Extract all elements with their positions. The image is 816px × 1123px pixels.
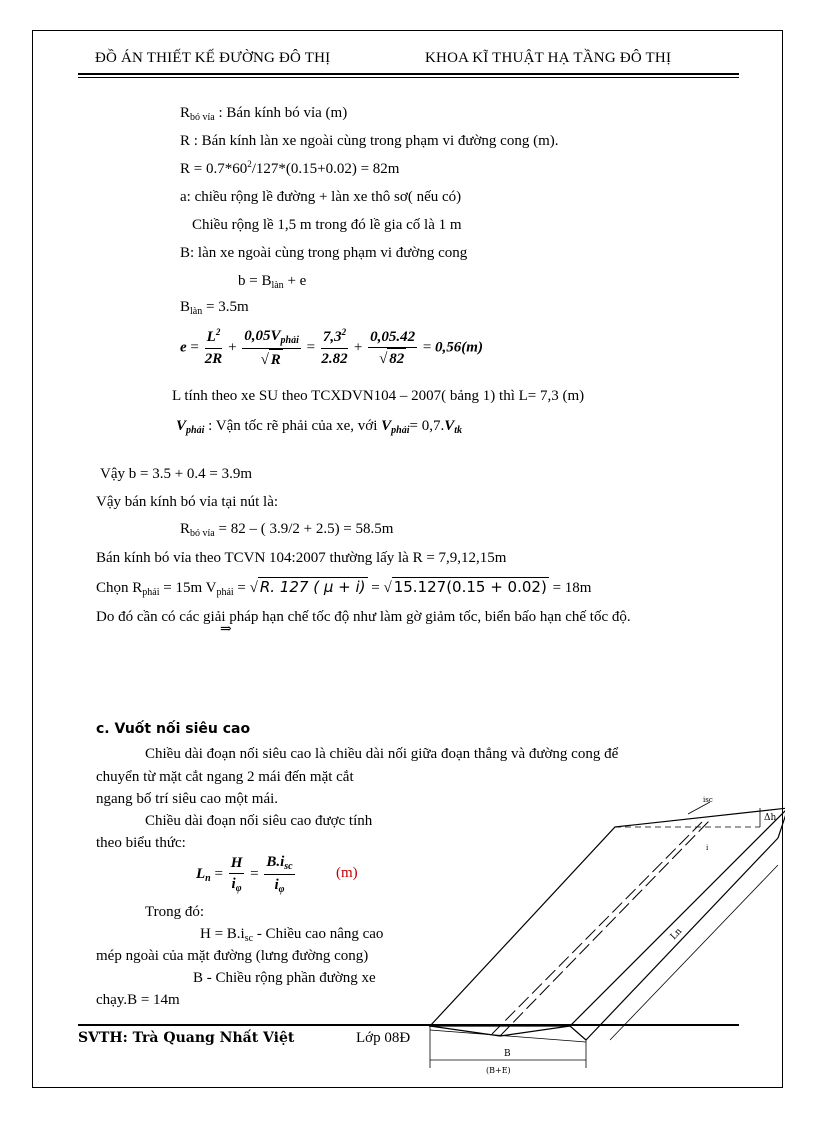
section-p1b: chuyển từ mặt cắt ngang 2 mái đến mặt cắt (96, 769, 354, 785)
label-b: B (504, 1049, 511, 1059)
dim-ln (610, 865, 778, 1040)
section-p2a: Chiều dài đoạn nối siêu cao được tính (145, 813, 373, 829)
line-blan-value: $B_{làn} = 3.5m$ (180, 299, 249, 317)
header-left: ĐỒ ÁN THIẾT KẾ ĐƯỜNG ĐÔ THỊ (95, 50, 331, 66)
line-vphai-def: $V_{phải}$ : Vận tốc rẽ phải của xe, với $V_{phải}= 0,7.V_{tk}$ (176, 418, 462, 436)
line-standard: Bán kính bó vỉa theo TCVN 104:2007 thường lấy là R = 7,9,12,15m (96, 550, 507, 566)
superelevation-diagram (420, 790, 785, 1080)
formula-ln: $L_n$ = $\frac{H}{i_\varphi}$ = $\frac{B.i_{sc}}{i_\varphi}$ (196, 854, 293, 895)
line-a-def: a: chiều rộng lề đường + làn xe thô sơ( nếu có) (180, 189, 462, 205)
line-radius-intro: Vậy bán kính bó vỉa tại nút là: (96, 494, 279, 510)
line-rbovia-def: $R_{bó vỉa}$ : Bán kính bó vỉa (m) (180, 105, 348, 123)
label-be: (B+E) (486, 1066, 511, 1075)
section-p1c: ngang bố trí siêu cao một mái. (96, 791, 279, 807)
label-isc: isc (703, 796, 713, 804)
line-choose-r: Chọn $R_{phải} = 15m$ $V_{phải}$ = √ R. 127 ( μ + i) = √ 15.127(0.15 + 0.02) = 18m (96, 578, 592, 598)
arrow-icon: ⇒ (220, 622, 232, 637)
section-heading: c. Vuốt nối siêu cao (96, 721, 251, 737)
line-l-note: L tính theo xe SU theo TCXDVN104 – 2007( bảng 1) thì L= 7,3 (m) (172, 388, 585, 404)
footer-author: SVTH: Trà Quang Nhất Việt (78, 1030, 295, 1046)
b-def-2: chạy.B = 14m (96, 992, 180, 1008)
h-def-2: mép ngoài của mặt đường (lưng đường cong) (96, 948, 369, 964)
line-b-result: Vậy b = 3.5 + 0.4 = 3.9m (100, 466, 253, 482)
line-shoulder-width: Chiều rộng lề 1,5 m trong đó lề gia cố là 1 m (192, 217, 462, 233)
base-line (430, 1030, 586, 1042)
footer-rule (78, 1024, 739, 1026)
b-def: B - Chiều rộng phần đường xe (193, 970, 376, 986)
bottom-edge (570, 1026, 586, 1040)
label-ln: Ln (668, 926, 685, 943)
label-dh: Δh (764, 813, 777, 823)
header-right: KHOA KĨ THUẬT HẠ TẦNG ĐÔ THỊ (425, 50, 672, 66)
right-slope (500, 1026, 570, 1036)
footer-class: Lớp 08Đ (356, 1030, 411, 1046)
label-i: i (706, 844, 709, 852)
line-radius-calc: $R_{bó vỉa} = 82$ – ( 3.9/2 + 2.5) = 58.5m (180, 521, 394, 539)
header-rule (78, 73, 739, 78)
line-b-formula: $b = B_{làn} + e$ (238, 273, 307, 291)
section-p2b: theo biểu thức: (96, 835, 186, 851)
line-conclusion: Do đó cần có các giải pháp hạn chế tốc độ như làm gờ giảm tốc, biển bấo hạn chế tốc độ. (96, 609, 631, 625)
centerline-2 (492, 822, 702, 1034)
line-r-def: R : Bán kính làn xe ngoài cùng trong phạm vi đường cong (m). (180, 133, 559, 149)
formula-e: e = $\frac{L^2}{2R}$ + $\frac{0,05V_{phải}}{√ R}$ = $\frac{7,3^2}{2.82}$ + $\frac{0,05.42}{√ 82}$ = 0,56(m) (180, 327, 483, 368)
where-label: Trong đó: (145, 904, 205, 920)
formula-unit: (m) (336, 865, 358, 881)
centerline (500, 820, 710, 1036)
line-r-calc: $R = 0.7*60^2/127*(0.15+0.02) = 82m$ (180, 159, 400, 177)
section-p1: Chiều dài đoạn nối siêu cao là chiều dài nối giữa đoạn thẳng và đường cong để (145, 746, 619, 762)
outer-side (586, 838, 778, 1040)
h-def: $H = B.i_{sc}$ - Chiều cao nâng cao (200, 926, 384, 944)
line-b-def: B: làn xe ngoài cùng trong phạm vi đường cong (180, 245, 468, 261)
